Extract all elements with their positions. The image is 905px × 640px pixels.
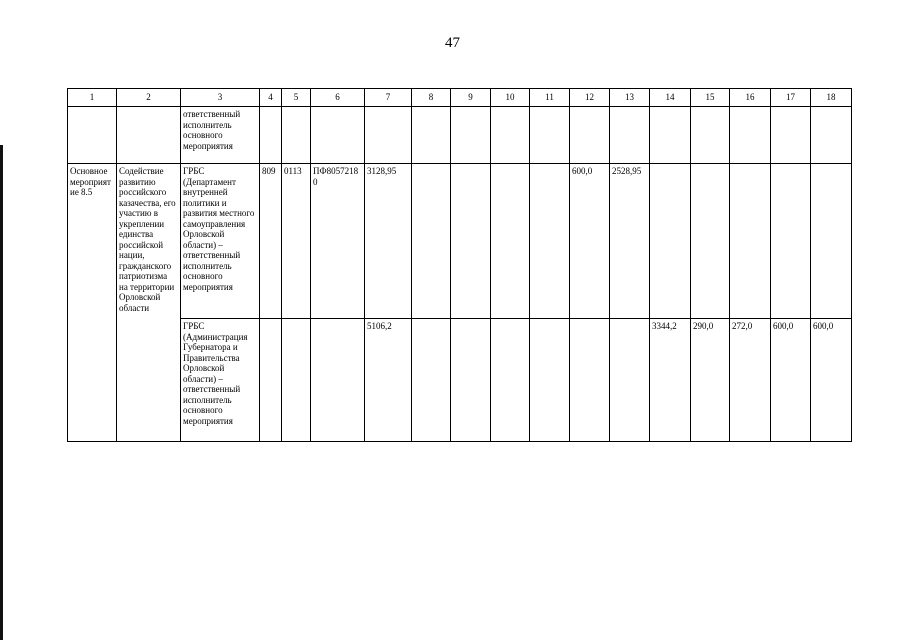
table-cell (530, 164, 570, 319)
table-cell (117, 107, 181, 164)
table-cell (260, 107, 282, 164)
column-header-9: 9 (451, 89, 491, 107)
table-cell: ответственный исполнитель основного мероприятия (181, 107, 260, 164)
table-cell (412, 107, 451, 164)
table-cell: 272,0 (730, 319, 771, 442)
table-cell: 600,0 (771, 319, 811, 442)
table-cell (610, 319, 650, 442)
table-cell (691, 164, 730, 319)
table-cell: 2528,95 (610, 164, 650, 319)
table-cell: Основное мероприятие 8.5 (68, 164, 117, 442)
column-header-7: 7 (365, 89, 412, 107)
table-row (68, 319, 852, 442)
table-row (68, 107, 852, 164)
table-cell: 5106,2 (365, 319, 412, 442)
table-cell (650, 107, 691, 164)
table-cell (451, 164, 491, 319)
column-header-5: 5 (282, 89, 311, 107)
table-cell: 600,0 (811, 319, 852, 442)
table-row (68, 164, 852, 319)
table-cell: 290,0 (691, 319, 730, 442)
table-cell (451, 107, 491, 164)
table-cell (771, 107, 811, 164)
table-cell (365, 107, 412, 164)
table-cell (771, 164, 811, 319)
page-number: 47 (445, 35, 460, 51)
budget-table (67, 88, 852, 442)
table-cell (491, 319, 530, 442)
table-cell: ГРБС (Администрация Губернатора и Правительства Орловской области) – ответственный исполнитель основного мероприятия (181, 319, 260, 442)
table-cell (491, 164, 530, 319)
column-header-16: 16 (730, 89, 771, 107)
table-cell (282, 107, 311, 164)
table-cell: 600,0 (570, 164, 610, 319)
table-cell: ПФ80572180 (311, 164, 365, 319)
table-cell (530, 107, 570, 164)
table-cell: 0113 (282, 164, 311, 319)
column-header-13: 13 (610, 89, 650, 107)
column-header-1: 1 (68, 89, 117, 107)
table-cell (610, 107, 650, 164)
table-cell (491, 107, 530, 164)
column-header-6: 6 (311, 89, 365, 107)
table-cell: ГРБС (Департамент внутренней политики и развития местного самоуправления Орловской области) – ответственный исполнитель основного мероприятия (181, 164, 260, 319)
table-cell (730, 164, 771, 319)
table-cell (282, 319, 311, 442)
column-header-11: 11 (530, 89, 570, 107)
header-row (68, 89, 852, 107)
scan-edge-shadow (0, 145, 3, 640)
table-cell: 3344,2 (650, 319, 691, 442)
table-cell (530, 319, 570, 442)
column-header-2: 2 (117, 89, 181, 107)
table-cell (412, 164, 451, 319)
column-header-10: 10 (491, 89, 530, 107)
column-header-3: 3 (181, 89, 260, 107)
column-header-4: 4 (260, 89, 282, 107)
table-cell: 809 (260, 164, 282, 319)
column-header-18: 18 (811, 89, 852, 107)
table-cell (68, 107, 117, 164)
table-cell: Содействие развитию российского казачества, его участию в укреплении единства российской нации, гражданского патриотизма на территории Орловской области (117, 164, 181, 442)
table-cell (691, 107, 730, 164)
table-cell (811, 164, 852, 319)
table-cell (570, 107, 610, 164)
column-header-15: 15 (691, 89, 730, 107)
table-cell (570, 319, 610, 442)
table-cell: 3128,95 (365, 164, 412, 319)
table-cell (260, 319, 282, 442)
table-cell (311, 319, 365, 442)
column-header-17: 17 (771, 89, 811, 107)
table-cell (650, 164, 691, 319)
table-cell (811, 107, 852, 164)
column-header-14: 14 (650, 89, 691, 107)
table-cell (730, 107, 771, 164)
table-cell (311, 107, 365, 164)
column-header-12: 12 (570, 89, 610, 107)
column-header-8: 8 (412, 89, 451, 107)
table-cell (451, 319, 491, 442)
table-cell (412, 319, 451, 442)
